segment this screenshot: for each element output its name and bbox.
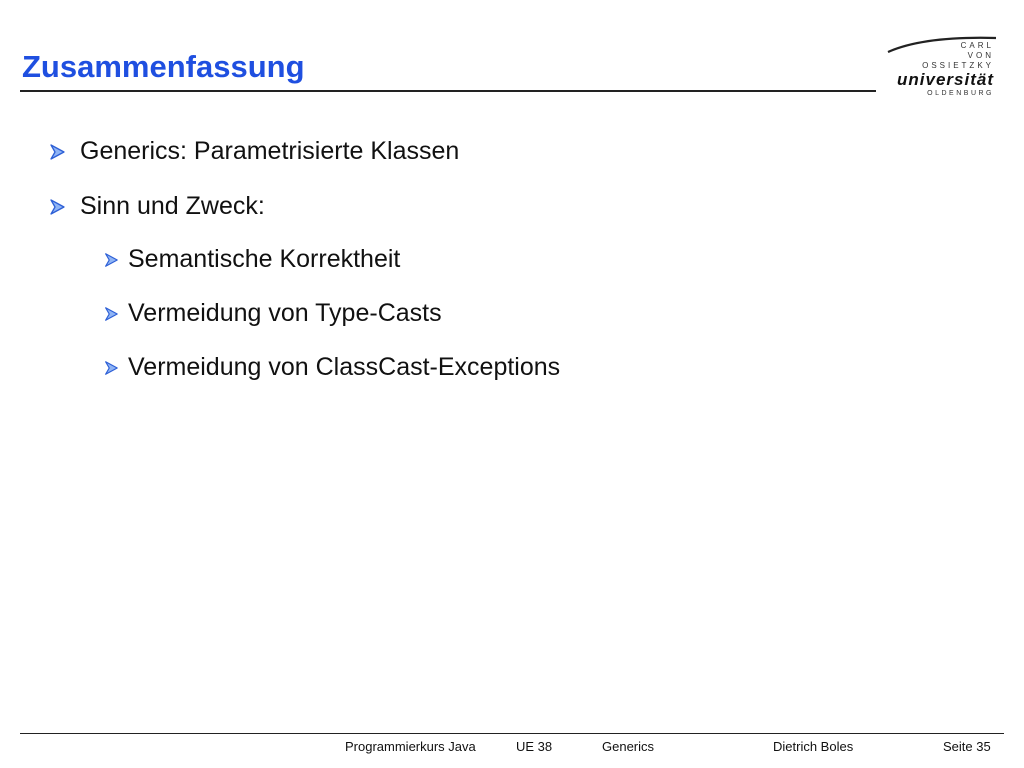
footer-page-number: Seite 35 [943,739,991,754]
bullet-text: Generics: Parametrisierte Klassen [80,137,460,165]
footer-divider [20,733,1004,734]
footer-course: Programmierkurs Java [345,739,476,754]
sub-bullet-item [103,245,400,274]
logo-text-carl: CARL [960,41,994,50]
bullet-text: Sinn und Zweck: [80,192,265,220]
sub-bullet-text: Semantische Korrektheit [128,245,401,273]
logo-text-von: VON [967,51,994,60]
bullet-item [48,137,459,166]
slide-title: Zusammenfassung [22,49,305,84]
sub-bullet-text: Vermeidung von ClassCast-Exceptions [128,353,561,381]
logo-text-universitaet: universität [897,70,994,89]
arrow-bullet-icon [103,252,119,268]
footer-topic: Generics [602,739,655,754]
sub-bullet-item [103,353,560,382]
bullet-item [48,192,265,221]
university-logo [884,34,1000,102]
arrow-bullet-icon [103,360,119,376]
arrow-bullet-icon [103,306,119,322]
title-divider [20,90,876,92]
logo-text-ossietzky: OSSIETZKY [922,61,994,70]
arrow-bullet-icon [48,143,66,161]
arrow-bullet-icon [48,198,66,216]
sub-bullet-item [103,299,442,328]
sub-bullet-text: Vermeidung von Type-Casts [128,299,442,327]
footer-author: Dietrich Boles [773,739,854,754]
footer-unit: UE 38 [516,739,553,754]
logo-text-oldenburg: OLDENBURG [927,90,994,97]
